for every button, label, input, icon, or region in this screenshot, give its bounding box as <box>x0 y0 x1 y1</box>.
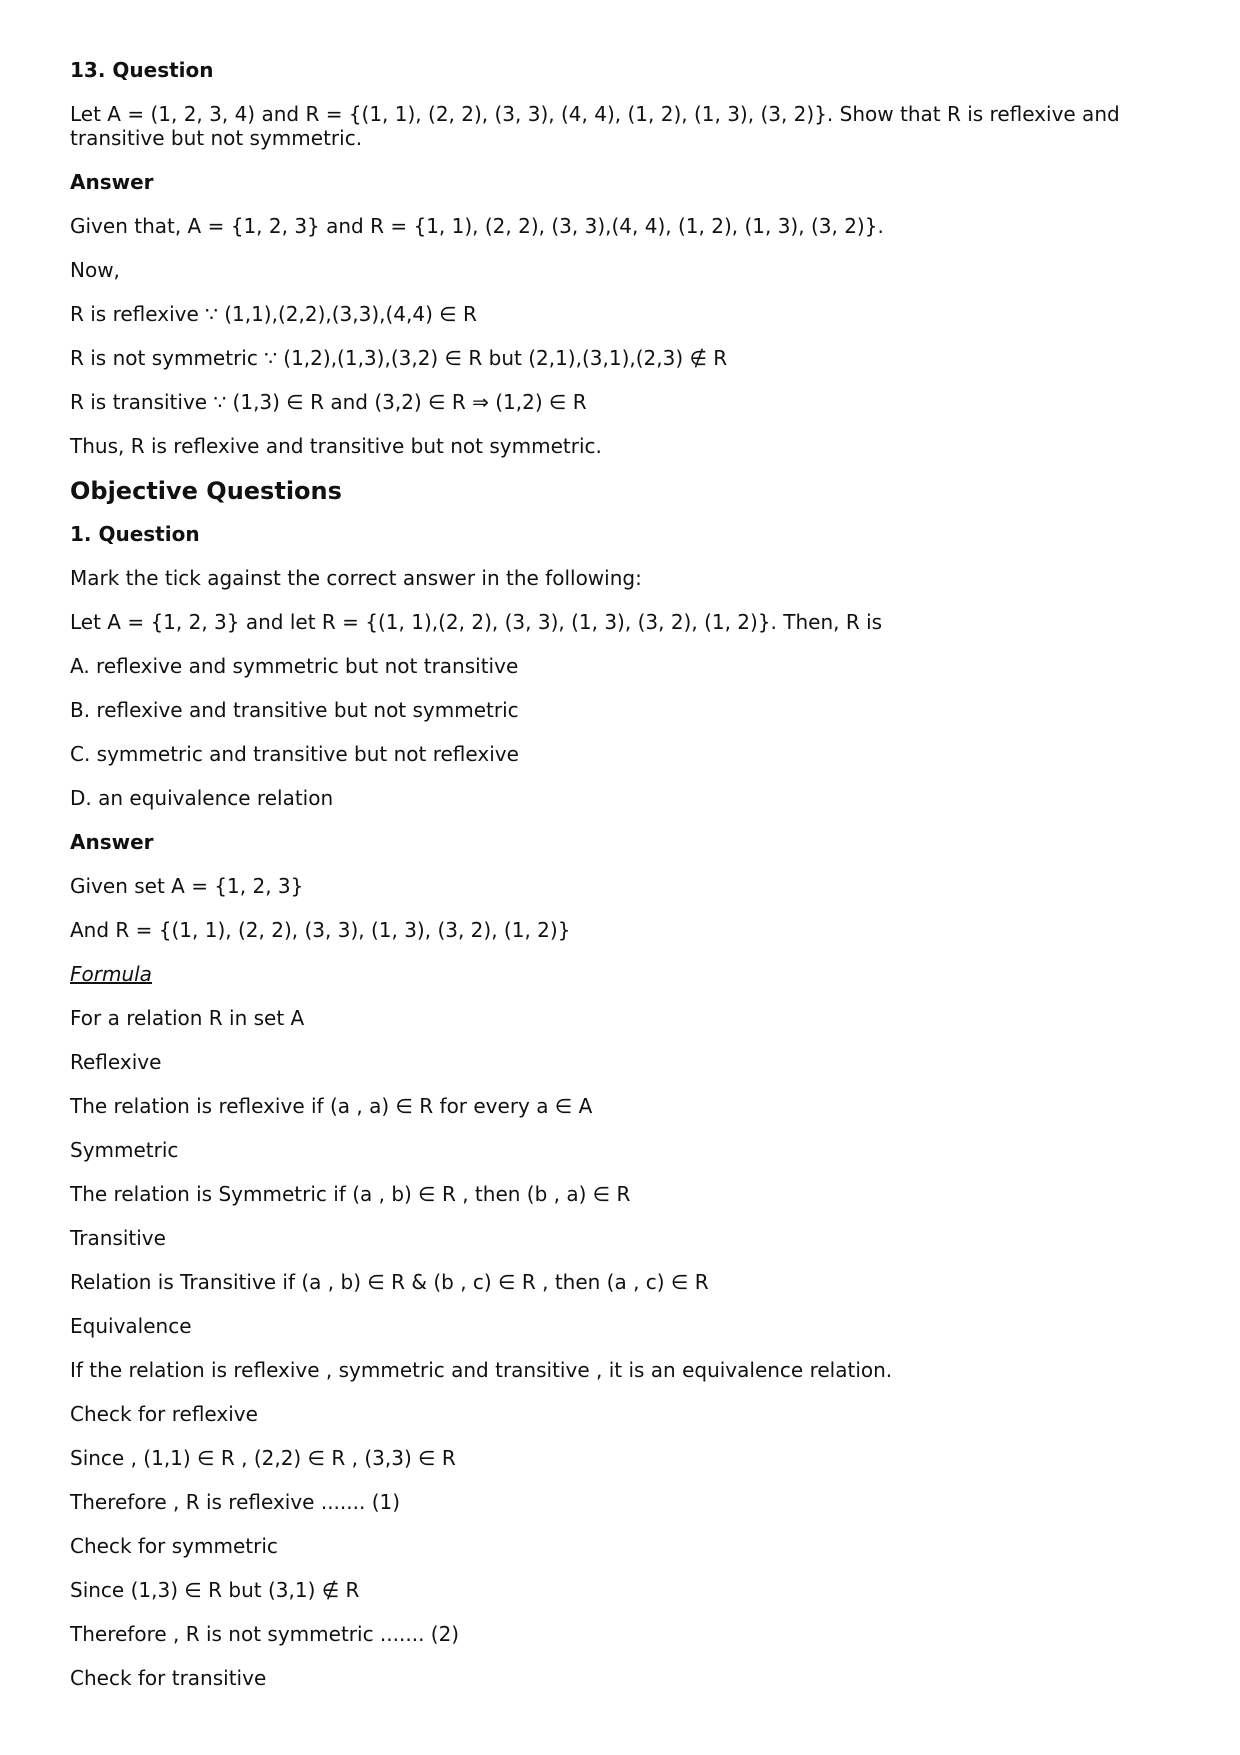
solution-line: Therefore , R is reflexive ....... (1) <box>70 1490 401 1514</box>
solution-line: Check for reflexive <box>70 1402 258 1426</box>
option-b: B. reflexive and transitive but not symmetric <box>70 698 519 722</box>
objective-question-1-title: 1. Question <box>70 522 200 546</box>
objective-question-1-answer-label: Answer <box>70 830 154 854</box>
solution-line: Therefore , R is not symmetric ....... (2) <box>70 1622 460 1646</box>
solution-line: The relation is Symmetric if (a , b) ∈ R , then (b , a) ∈ R <box>70 1182 631 1206</box>
solution-line: Transitive <box>70 1226 166 1250</box>
answer-line: R is reflexive ∵ (1,1),(2,2),(3,3),(4,4) ∈ R <box>70 302 477 326</box>
answer-line: Now, <box>70 258 120 282</box>
objective-question-1-instruction: Mark the tick against the correct answer in the following: <box>70 566 642 590</box>
solution-line: Symmetric <box>70 1138 179 1162</box>
solution-line: If the relation is reflexive , symmetric and transitive , it is an equivalence relation. <box>70 1358 893 1382</box>
solution-line: For a relation R in set A <box>70 1006 305 1030</box>
answer-line: Given that, A = {1, 2, 3} and R = {1, 1), (2, 2), (3, 3),(4, 4), (1, 2), (1, 3), (3, 2)}. <box>70 214 884 238</box>
option-c: C. symmetric and transitive but not reflexive <box>70 742 519 766</box>
option-a: A. reflexive and symmetric but not transitive <box>70 654 519 678</box>
solution-line: Relation is Transitive if (a , b) ∈ R & (b , c) ∈ R , then (a , c) ∈ R <box>70 1270 709 1294</box>
section-heading: Objective Questions <box>70 477 342 505</box>
objective-question-1-statement: Let A = {1, 2, 3} and let R = {(1, 1),(2, 2), (3, 3), (1, 3), (3, 2), (1, 2)}. Then, R is <box>70 610 883 634</box>
solution-line: Equivalence <box>70 1314 192 1338</box>
answer-line: Thus, R is reflexive and transitive but not symmetric. <box>70 434 602 458</box>
answer-line: R is not symmetric ∵ (1,2),(1,3),(3,2) ∈ R but (2,1),(3,1),(2,3) ∉ R <box>70 346 728 370</box>
question-13-title: 13. Question <box>70 58 214 82</box>
formula-label: Formula <box>70 962 152 986</box>
question-13-statement: Let A = (1, 2, 3, 4) and R = {(1, 1), (2, 2), (3, 3), (4, 4), (1, 2), (1, 3), (3, 2)}. Show that R is reflexive and transitive but not symmetric. <box>70 102 1120 150</box>
given-line: Given set A = {1, 2, 3} <box>70 874 304 898</box>
answer-line: R is transitive ∵ (1,3) ∈ R and (3,2) ∈ R ⇒ (1,2) ∈ R <box>70 390 587 414</box>
question-13-answer-label: Answer <box>70 170 154 194</box>
solution-line: Check for transitive <box>70 1666 267 1690</box>
solution-line: The relation is reflexive if (a , a) ∈ R for every a ∈ A <box>70 1094 593 1118</box>
solution-line: Since (1,3) ∈ R but (3,1) ∉ R <box>70 1578 360 1602</box>
solution-line: Reflexive <box>70 1050 162 1074</box>
given-line: And R = {(1, 1), (2, 2), (3, 3), (1, 3), (3, 2), (1, 2)} <box>70 918 571 942</box>
solution-line: Since , (1,1) ∈ R , (2,2) ∈ R , (3,3) ∈ R <box>70 1446 456 1470</box>
solution-line: Check for symmetric <box>70 1534 278 1558</box>
option-d: D. an equivalence relation <box>70 786 334 810</box>
